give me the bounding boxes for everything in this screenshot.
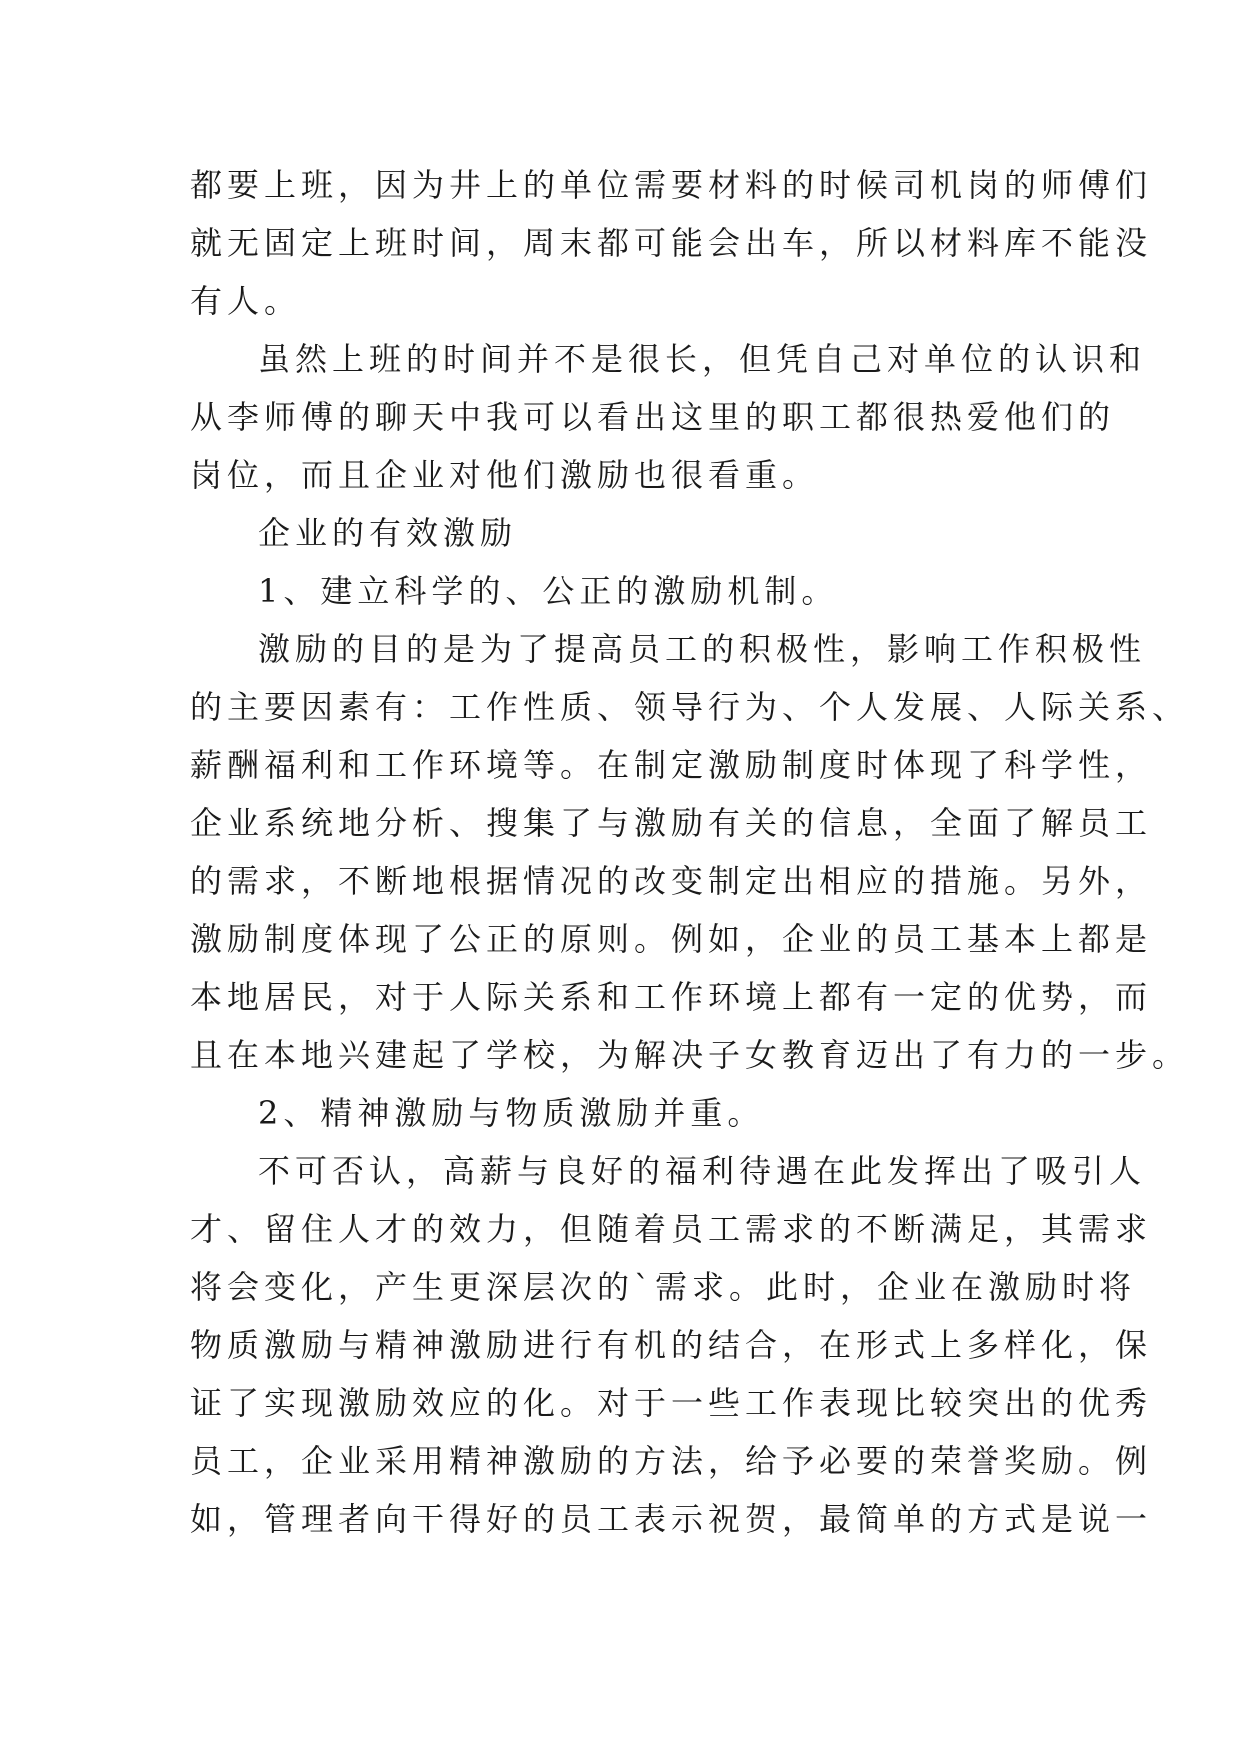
paragraph-start-line: 虽然上班的时间并不是很长，但凭自己对单位的认识和 [258, 340, 1147, 378]
text-line: 且在本地兴建起了学校，为解决子女教育迈出了有力的一步。 [190, 1036, 1190, 1074]
text-line: 都要上班，因为井上的单位需要材料的时候司机岗的师傅们 [190, 166, 1153, 204]
text-line: 如，管理者向干得好的员工表示祝贺，最简单的方式是说一 [190, 1500, 1153, 1538]
subsection-heading: 1、建立科学的、公正的激励机制。 [258, 572, 839, 610]
text-line: 薪酬福利和工作环境等。在制定激励制度时体现了科学性， [190, 746, 1153, 784]
text-line: 员工，企业采用精神激励的方法，给予必要的荣誉奖励。例 [190, 1442, 1153, 1480]
text-line: 岗位，而且企业对他们激励也很看重。 [190, 456, 820, 494]
text-line: 物质激励与精神激励进行有机的结合，在形式上多样化，保 [190, 1326, 1153, 1364]
paragraph-start-line: 不可否认，高薪与良好的福利待遇在此发挥出了吸引人 [258, 1152, 1147, 1190]
text-line: 本地居民，对于人际关系和工作环境上都有一定的优势，而 [190, 978, 1153, 1016]
paragraph-start-line: 激励的目的是为了提高员工的积极性，影响工作积极性 [258, 630, 1147, 668]
section-heading: 企业的有效激励 [258, 514, 518, 552]
subsection-heading: 2、精神激励与物质激励并重。 [258, 1094, 765, 1132]
text-line: 就无固定上班时间，周末都可能会出车，所以材料库不能没 [190, 224, 1153, 262]
text-line: 的需求，不断地根据情况的改变制定出相应的措施。另外， [190, 862, 1153, 900]
text-line: 将会变化，产生更深层次的`需求。此时，企业在激励时将 [190, 1268, 1137, 1306]
text-line: 企业系统地分析、搜集了与激励有关的信息，全面了解员工 [190, 804, 1153, 842]
text-line: 才、留住人才的效力，但随着员工需求的不断满足，其需求 [190, 1210, 1153, 1248]
text-line: 激励制度体现了公正的原则。例如，企业的员工基本上都是 [190, 920, 1153, 958]
text-line: 从李师傅的聊天中我可以看出这里的职工都很热爱他们的 [190, 398, 1116, 436]
text-line: 的主要因素有：工作性质、领导行为、个人发展、人际关系、 [190, 688, 1190, 726]
text-line: 有人。 [190, 282, 302, 320]
text-line: 证了实现激励效应的化。对于一些工作表现比较突出的优秀 [190, 1384, 1153, 1422]
